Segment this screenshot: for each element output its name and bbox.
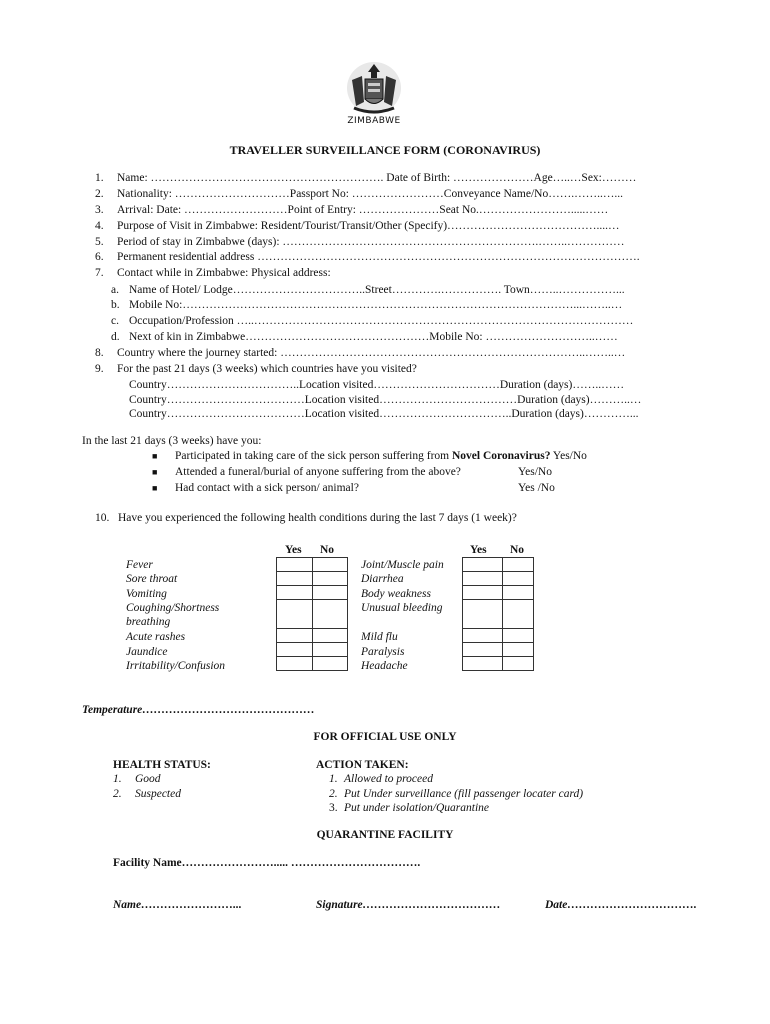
item-visited-heading: For the past 21 days (3 weeks) which countries have you visited?	[117, 363, 417, 375]
item-number: 4.	[95, 220, 104, 232]
yes-checkbox-cell[interactable]	[463, 643, 503, 657]
item-purpose-line[interactable]: Purpose of Visit in Zimbabwe: Resident/Tourist/Transit/Other (Specify)…………………………………....…	[117, 220, 620, 232]
condition-label: Jaundice	[126, 646, 168, 658]
right-yes-header: Yes	[470, 544, 487, 556]
action-number: 3.	[329, 802, 338, 814]
no-checkbox-cell[interactable]	[503, 600, 534, 629]
condition-label: Headache	[361, 660, 408, 672]
sub-item-mobile-line[interactable]: Mobile No:…………………………………………………………………………………………...……..…	[129, 299, 623, 311]
item-address-line[interactable]: Permanent residential address ……………………………………………………………………………………….	[117, 251, 640, 263]
form-title: TRAVELLER SURVEILLANCE FORM (CORONAVIRUS)	[229, 143, 541, 157]
condition-label: Unusual bleeding	[361, 602, 443, 614]
quarantine-heading: QUARANTINE FACILITY	[316, 829, 454, 841]
health-status-label: HEALTH STATUS:	[113, 759, 211, 771]
facility-name-line[interactable]: Facility Name……………………..... …………………………….	[113, 857, 421, 869]
action-taken-label: ACTION TAKEN:	[316, 759, 409, 771]
yes-checkbox-cell[interactable]	[277, 657, 313, 671]
yes-checkbox-cell[interactable]	[277, 629, 313, 643]
condition-label: Fever	[126, 559, 153, 571]
item-number: 10.	[95, 512, 110, 524]
yes-checkbox-cell[interactable]	[463, 586, 503, 600]
yes-checkbox-cell[interactable]	[277, 643, 313, 657]
bullet-contact-answer[interactable]: Yes /No	[518, 482, 555, 494]
sub-item-letter: c.	[111, 315, 119, 327]
date-line[interactable]: Date…………………………….	[545, 899, 697, 911]
yes-checkbox-cell[interactable]	[277, 586, 313, 600]
official-heading: FOR OFFICIAL USE ONLY	[313, 731, 457, 743]
item-arrival-line[interactable]: Arrival: Date: ………………………Point of Entry: …………………Seat No.…………………….....……	[117, 204, 609, 216]
health-status-number: 2.	[113, 788, 122, 800]
item-journey-line[interactable]: Country where the journey started: ……………………………………………………………………..……..…	[117, 347, 626, 359]
yes-checkbox-cell[interactable]	[277, 600, 313, 629]
visited-row[interactable]: Country………………………………Location visited………………………………Duration (days)………..…	[129, 394, 642, 406]
item-nationality-line[interactable]: Nationality: …………………………Passport No: ……………………Conveyance Name/No…….……..…...	[117, 188, 623, 200]
visited-row[interactable]: Country……………………………..Location visited……………………………Duration (days)……..……	[129, 379, 625, 391]
condition-label: Joint/Muscle pain	[361, 559, 444, 571]
right-no-header: No	[510, 544, 525, 556]
last21-intro: In the last 21 days (3 weeks) have you:	[82, 435, 262, 447]
condition-label: Vomiting	[126, 588, 167, 600]
condition-label: Diarrhea	[361, 573, 404, 585]
bullet-funeral-answer[interactable]: Yes/No	[518, 466, 552, 478]
condition-label: Irritability/Confusion	[126, 660, 226, 672]
bullet-caring[interactable]	[175, 449, 587, 463]
item-period-line[interactable]: Period of stay in Zimbabwe (days): ………………………………………………………….……..……………	[117, 236, 625, 248]
sub-item-letter: b.	[111, 299, 120, 311]
q10-text: Have you experienced the following health conditions during the last 7 days (1 week)?	[118, 512, 517, 524]
health-status-suspected[interactable]: Suspected	[135, 788, 181, 800]
action-quarantine[interactable]: Put under isolation/Quarantine	[344, 802, 490, 814]
action-allowed[interactable]: Allowed to proceed	[344, 773, 433, 785]
no-checkbox-cell[interactable]	[313, 629, 348, 643]
coat-of-arms-emblem	[344, 58, 404, 130]
item-number: 6.	[95, 251, 104, 263]
no-checkbox-cell[interactable]	[503, 643, 534, 657]
item-name-line[interactable]: Name: ……………………………………………………. Date of Birth: …………………Age…..…Sex:………	[117, 172, 637, 184]
bullet-icon: ■	[152, 483, 158, 493]
yes-checkbox-cell[interactable]	[463, 572, 503, 586]
yes-checkbox-cell[interactable]	[463, 629, 503, 643]
health-status-number: 1.	[113, 773, 122, 785]
no-checkbox-cell[interactable]	[503, 558, 534, 572]
item-number: 1.	[95, 172, 104, 184]
yes-checkbox-cell[interactable]	[463, 600, 503, 629]
left-no-header: No	[320, 544, 335, 556]
condition-label: Coughing/Shortness	[126, 602, 220, 614]
condition-label: Body weakness	[361, 588, 431, 600]
health-status-good[interactable]: Good	[135, 773, 161, 785]
item-number: 7.	[95, 267, 104, 279]
condition-label: Mild flu	[361, 631, 398, 643]
condition-label: breathing	[126, 616, 171, 628]
sub-item-letter: d.	[111, 331, 120, 343]
item-number: 3.	[95, 204, 104, 216]
name-line[interactable]: Name……………………...	[113, 899, 242, 911]
item-number: 8.	[95, 347, 104, 359]
yes-checkbox-cell[interactable]	[463, 558, 503, 572]
condition-label: Acute rashes	[126, 631, 186, 643]
no-checkbox-cell[interactable]	[313, 586, 348, 600]
bullet-icon: ■	[152, 451, 158, 461]
emblem-caption: ZIMBABWE	[347, 116, 401, 126]
bullet-icon: ■	[152, 467, 158, 477]
action-number: 1.	[329, 773, 338, 785]
condition-label: Sore throat	[126, 573, 178, 585]
bullet-contact-text: Had contact with a sick person/ animal?	[175, 482, 359, 494]
bullet-caring-text: Participated in taking care of the sick person suffering from	[175, 450, 452, 462]
no-checkbox-cell[interactable]	[503, 657, 534, 671]
sub-item-next-of-kin-line[interactable]: Next of kin in Zimbabwe…………………………………………Mobile No: ………………………..……	[129, 331, 618, 343]
bullet-funeral-text: Attended a funeral/burial of anyone suffering from the above?	[175, 466, 461, 478]
no-checkbox-cell[interactable]	[313, 657, 348, 671]
no-checkbox-cell[interactable]	[313, 558, 348, 572]
no-checkbox-cell[interactable]	[313, 643, 348, 657]
yes-checkbox-cell[interactable]	[277, 558, 313, 572]
temperature-line[interactable]: Temperature………………………………………	[82, 704, 315, 716]
bullet-caring-bold: Novel Coronavirus?	[451, 450, 551, 462]
bullet-caring-answer[interactable]: Yes/No	[550, 450, 587, 462]
item-number: 2.	[95, 188, 104, 200]
no-checkbox-cell[interactable]	[503, 586, 534, 600]
visited-row[interactable]: Country………………………………Location visited……………………………..Duration (days)…………...	[129, 408, 639, 420]
signature-line[interactable]: Signature………………………………	[316, 899, 501, 911]
sub-item-hotel-line[interactable]: Name of Hotel/ Lodge……………………………..Street………….……………. Town……..……………...	[129, 284, 625, 296]
no-checkbox-cell[interactable]	[313, 572, 348, 586]
no-checkbox-cell[interactable]	[503, 572, 534, 586]
no-checkbox-cell[interactable]	[503, 629, 534, 643]
left-health-grid	[276, 557, 348, 671]
action-number: 2.	[329, 788, 338, 800]
condition-label: Paralysis	[361, 646, 405, 658]
item-contact-heading: Contact while in Zimbabwe: Physical address:	[117, 267, 331, 279]
right-health-grid	[462, 557, 534, 671]
item-number: 5.	[95, 236, 104, 248]
yes-checkbox-cell[interactable]	[463, 657, 503, 671]
sub-item-occupation-line[interactable]: Occupation/Profession …..………………………………………………………………………………………	[129, 315, 634, 327]
item-number: 9.	[95, 363, 104, 375]
action-surveillance[interactable]: Put Under surveillance (fill passenger locater card)	[344, 788, 584, 800]
no-checkbox-cell[interactable]	[313, 600, 348, 629]
sub-item-letter: a.	[111, 284, 119, 296]
yes-checkbox-cell[interactable]	[277, 572, 313, 586]
left-yes-header: Yes	[285, 544, 302, 556]
